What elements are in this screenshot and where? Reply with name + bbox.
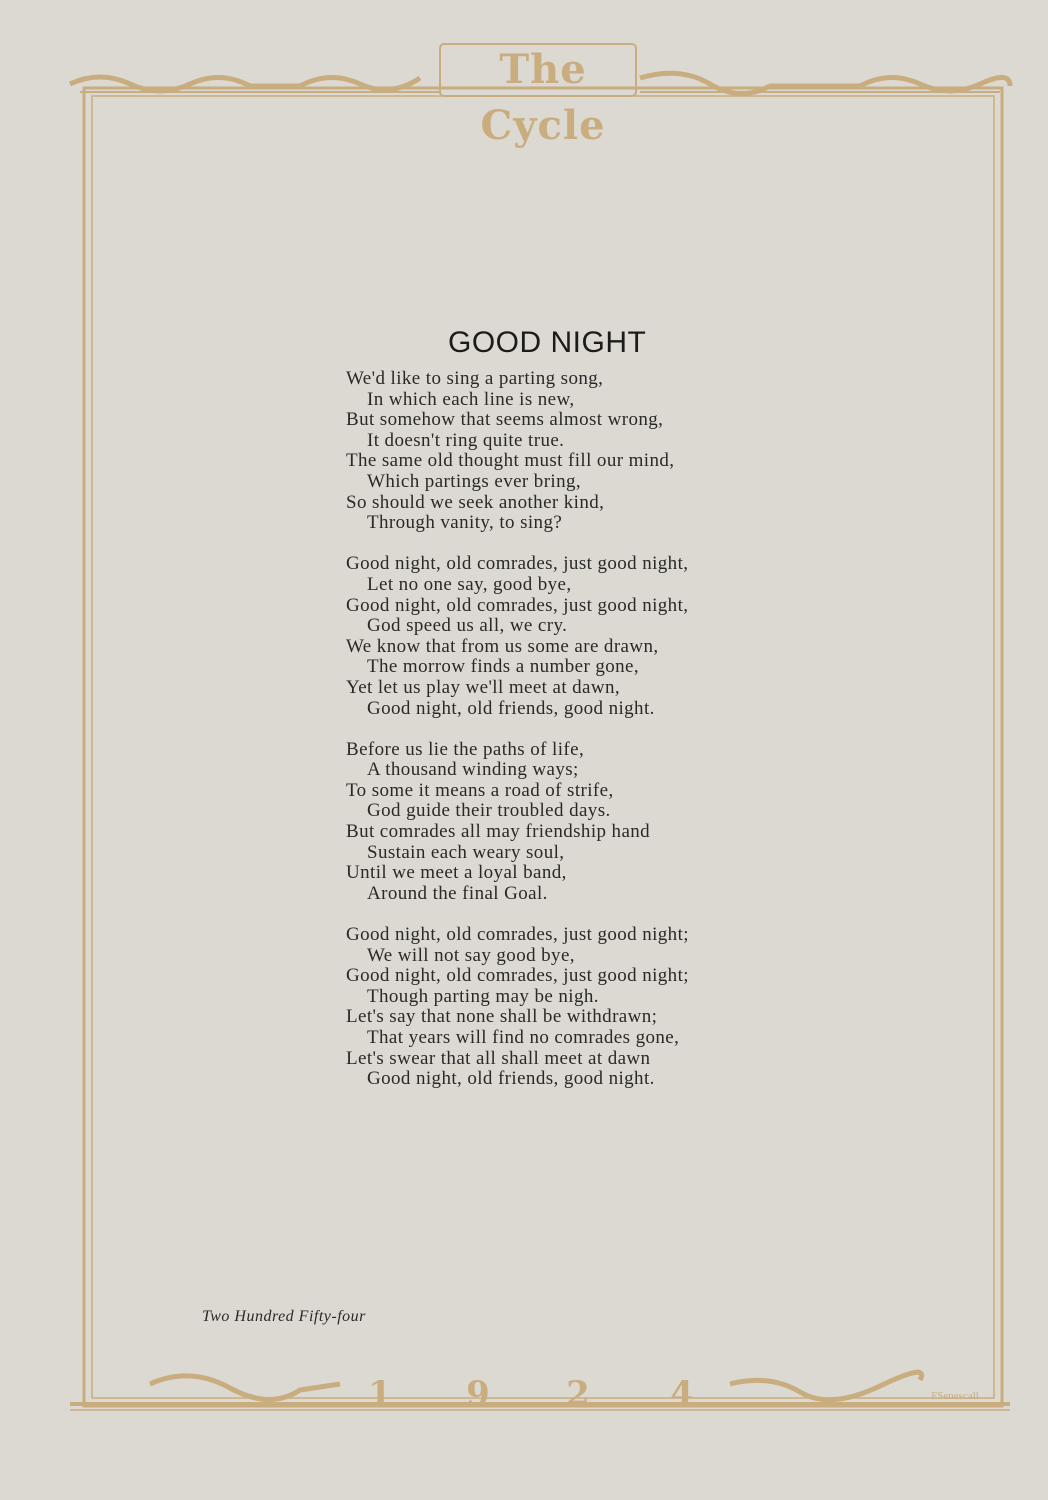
poem-line: A thousand winding ways; <box>367 759 579 781</box>
top-flourish-right <box>640 73 1010 93</box>
stanza <box>346 925 766 1090</box>
year-digit: 4 <box>670 1374 694 1414</box>
poem-line: Good night, old comrades, just good night, <box>346 594 689 616</box>
stanza <box>346 369 766 534</box>
stanza <box>346 554 766 719</box>
year-digit: 1 <box>368 1374 392 1414</box>
poem-line: We'd like to sing a parting song, <box>346 368 604 389</box>
poem-line: God speed us all, we cry. <box>367 615 568 637</box>
year-digit: 9 <box>466 1374 490 1414</box>
poem-line: Yet let us play we'll meet at dawn, <box>346 676 621 698</box>
poem-body <box>346 369 766 1110</box>
poem-line: That years will find no comrades gone, <box>367 1027 680 1048</box>
poem-line: Before us lie the paths of life, <box>346 738 585 760</box>
bottom-flourish-right <box>730 1372 922 1399</box>
poem-line: Let's say that none shall be withdrawn; <box>346 1006 658 1028</box>
masthead-title: The Cycle <box>480 46 606 149</box>
poem-line: But comrades all may friendship hand <box>346 821 651 843</box>
poem-line: Around the final Goal. <box>367 882 548 904</box>
poem-line: But somehow that seems almost wrong, <box>346 409 664 431</box>
poem-line: Good night, old friends, good night. <box>367 1068 655 1090</box>
poem-line: Good night, old friends, good night. <box>367 697 655 719</box>
page-number: Two Hundred Fifty-four <box>202 1308 366 1325</box>
artist-signature: FSenescall <box>931 1390 979 1402</box>
poem-line: Which partings ever bring, <box>367 470 582 492</box>
year-digit: 2 <box>566 1374 590 1414</box>
stanza <box>346 740 766 905</box>
poem-line: The morrow finds a number gone, <box>367 656 639 678</box>
poem-line: Until we meet a loyal band, <box>346 862 567 884</box>
poem-line: It doesn't ring quite true. <box>367 429 565 451</box>
poem-line: Good night, old comrades, just good night, <box>346 553 689 575</box>
poem-line: In which each line is new, <box>367 388 575 410</box>
poem-line: Sustain each weary soul, <box>367 841 565 863</box>
poem-line: Though parting may be nigh. <box>367 985 599 1007</box>
poem-line: God guide their troubled days. <box>367 800 611 822</box>
poem-line: We know that from us some are drawn, <box>346 635 659 657</box>
poem-line: So should we seek another kind, <box>346 491 605 513</box>
poem-line: To some it means a road of strife, <box>346 779 614 801</box>
poem-line: Through vanity, to sing? <box>367 512 563 534</box>
poem-line: Let no one say, good bye, <box>367 573 572 595</box>
bottom-flourish-left <box>150 1376 340 1400</box>
poem-title: GOOD NIGHT <box>448 326 647 359</box>
poem-line: Let's swear that all shall meet at dawn <box>346 1047 651 1069</box>
poem-line: The same old thought must fill our mind, <box>346 450 675 472</box>
poem-line: Good night, old comrades, just good night; <box>346 965 689 987</box>
poem-line: Good night, old comrades, just good night; <box>346 924 689 946</box>
poem-line: We will not say good bye, <box>367 944 575 966</box>
